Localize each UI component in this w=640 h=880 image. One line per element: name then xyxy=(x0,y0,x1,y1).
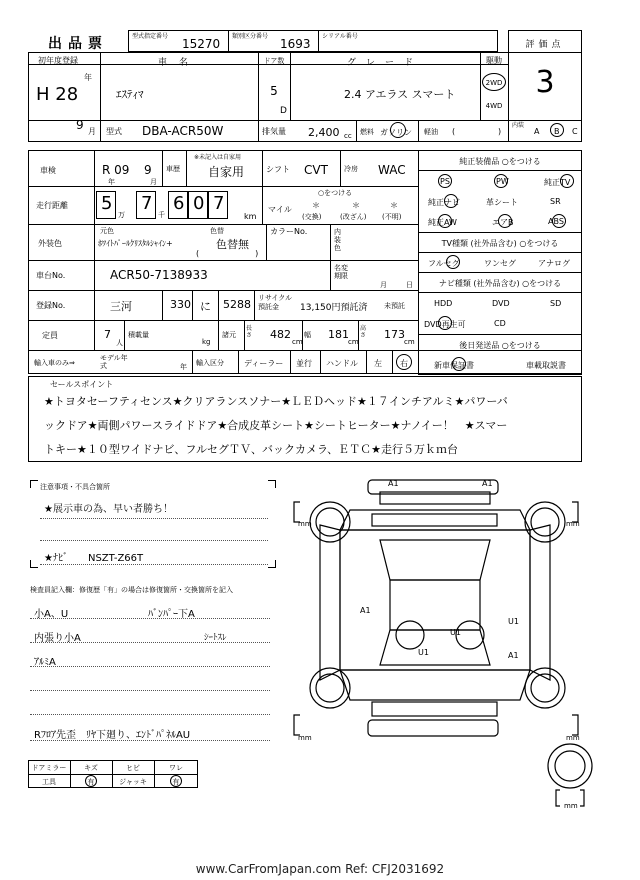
score-label: 評価点 xyxy=(525,40,565,50)
docs-warranty: 新車保証書 xyxy=(434,361,474,370)
ac-value: WAC xyxy=(378,163,406,177)
drive-label: 駆動 xyxy=(486,56,502,65)
note-line-3: ★ﾅﾋﾞ NSZT-Z66T xyxy=(44,553,144,564)
sales-line-1: ★トヨタセーフティセンス★クリアランスソナー★ＬＥＤヘッド★１７インチアルミ★パワーバ xyxy=(44,395,508,408)
nav-sd: SD xyxy=(550,299,562,308)
nav-dvd: DVD xyxy=(492,299,510,308)
class-label: 類別区分番号 xyxy=(232,33,269,40)
mileage-opt-mark-1: ＊ xyxy=(312,201,320,210)
diagram-label-2: A1 xyxy=(482,479,493,488)
displacement-label: 排気量 xyxy=(262,127,286,136)
name-change-month: 月 xyxy=(380,281,387,289)
equip-leather: 革シート xyxy=(486,198,518,207)
tv-analog: アナログ xyxy=(538,259,570,268)
tv-title: TV種類 (社外品含む) ○をつける xyxy=(441,239,559,248)
interior-grade-a: A xyxy=(534,127,540,136)
equip-tv: 純正TV xyxy=(544,178,571,187)
watermark: www.CarFromJapan.com Ref: CFJ2031692 xyxy=(195,862,445,876)
acc-header-2: キズ xyxy=(84,764,98,772)
shift-value: CVT xyxy=(304,163,328,177)
import-label: 輸入車のみ⇒ xyxy=(34,359,75,367)
docs-title: 後日発送品 ○をつける xyxy=(459,341,541,350)
equip-pw: PW xyxy=(496,177,509,186)
note-line-1: ★展示車の為、早い者勝ち！ xyxy=(44,504,173,515)
mileage-opt-3: (不明) xyxy=(382,213,402,221)
first-reg-label: 初年度登録 xyxy=(38,56,78,65)
tire-mm-5: mm xyxy=(564,802,578,810)
model-year-unit: 年 xyxy=(180,363,187,371)
name-change-label: 名変期限 xyxy=(334,264,348,280)
diagram-label-7: A1 xyxy=(508,651,519,660)
acc-header-1: ドアミラー xyxy=(31,764,67,772)
model-cert-label: 型式指定番号 xyxy=(132,33,169,40)
color-no-label: カラーNo. xyxy=(270,227,308,236)
capacity-label: 定員 xyxy=(42,331,58,340)
mileage-label: 走行距離 xyxy=(36,201,68,210)
chassis-value: ACR50-7138933 xyxy=(110,268,208,282)
plate-class: 330 xyxy=(170,298,191,311)
car-name-label: 車名 xyxy=(157,58,200,68)
parallel-label: 並行 xyxy=(296,359,312,368)
mileage-opt-mark-3: ＊ xyxy=(390,201,398,210)
use-label: 車歴 xyxy=(166,165,180,173)
nav-title: ナビ種類 (社外品含む) ○をつける xyxy=(438,279,562,288)
tv-oneseg: ワンセグ xyxy=(484,259,516,268)
color-original-label: 元色 xyxy=(100,227,114,235)
interior-label: 内装 xyxy=(512,122,525,129)
diagram-label-5: U1 xyxy=(508,617,519,626)
door-type: D xyxy=(280,106,287,116)
load-label: 積載量 xyxy=(128,331,149,339)
shift-label: シフト xyxy=(266,165,290,174)
inspector-line-3a: ｱﾙﾐA xyxy=(34,657,56,668)
capacity-unit: 人 xyxy=(116,339,123,347)
light-oil-label: 軽油 xyxy=(424,128,438,136)
sales-line-3: トキー★１０型ワイドナビ、フルセグＴＶ、バックカメラ、ＥＴＣ★走行５万ｋｍ台 xyxy=(44,443,458,456)
length-unit: cm xyxy=(292,338,303,346)
first-reg-month-unit: 月 xyxy=(88,127,96,136)
nav-hdd: HDD xyxy=(434,299,453,308)
mileage-unit: km xyxy=(244,212,257,221)
score-value: 3 xyxy=(535,65,555,100)
type-label: 型式 xyxy=(106,127,122,136)
equip-airbag: エアB xyxy=(492,218,514,227)
equip-sr: SR xyxy=(550,197,561,206)
first-reg-month: 9 xyxy=(76,118,84,132)
nav-cd: CD xyxy=(494,319,506,328)
name-change-day: 日 xyxy=(406,281,413,289)
tire-mm-1: mm xyxy=(298,520,312,528)
serial-label: シリアル番号 xyxy=(322,33,358,40)
mileage-digit-3: 6 xyxy=(173,193,185,214)
type-value: DBA-ACR50W xyxy=(142,124,224,138)
equip-nav: 純正ナビ xyxy=(428,198,460,207)
model-cert-value: 15270 xyxy=(182,37,221,51)
light-oil-bracket: ( xyxy=(452,127,456,136)
size-label: 諸元 xyxy=(222,331,236,339)
diagram-label-1: A1 xyxy=(388,479,399,488)
equip-abs: ABS xyxy=(548,217,564,226)
width-value: 181 xyxy=(328,328,349,341)
interior-grade-b: B xyxy=(554,127,560,136)
inspector-line-2a: 内張り小A xyxy=(34,633,81,644)
handle-right: 右 xyxy=(400,359,408,368)
mileage-digit-1: 5 xyxy=(101,193,113,214)
class-value: 1693 xyxy=(280,37,311,51)
mileage-opt-mark-2: ＊ xyxy=(352,201,360,210)
acc-header-4: ワレ xyxy=(169,764,183,772)
height-unit: cm xyxy=(404,338,415,346)
acc-tools-value: 有 xyxy=(87,778,95,786)
handle-left: 左 xyxy=(374,359,382,368)
tv-fullseg: フルセグ xyxy=(428,259,460,268)
mileage-digit-4: 0 xyxy=(193,193,205,214)
length-label: 長さ xyxy=(246,325,253,339)
inspector-line-1b: ﾊﾞﾝﾊﾟｰ下A xyxy=(148,609,195,620)
fuel-circle xyxy=(390,122,406,138)
tire-mm-2: mm xyxy=(566,520,580,528)
mileage-digit-2: 7 xyxy=(141,193,153,214)
acc-header-3: ヒビ xyxy=(126,764,140,772)
genuine-title: 純正装備品 ○をつける xyxy=(459,157,541,166)
inspector-line-1a: 小A、U xyxy=(34,609,69,620)
interior-grade-c: C xyxy=(572,127,578,136)
nav-dvd-play: DVD再生可 xyxy=(424,320,466,329)
mileage-check-label: ○をつける xyxy=(318,189,353,197)
inspector-title: 検査員記入欄：修復歴「有」の場合は修復箇所・交換箇所を記入 xyxy=(30,586,233,594)
import-class-label: 輸入区分 xyxy=(196,359,224,367)
sales-title: セールスポイント xyxy=(50,380,114,389)
color-current-value: 色替無 xyxy=(216,238,249,251)
diagram-label-4: U1 xyxy=(450,628,461,637)
color-label: 外装色 xyxy=(38,239,62,248)
inspection-year-unit: 年 xyxy=(108,178,115,186)
mileage-opt-1: (交換) xyxy=(302,213,322,221)
dealer-label: ディーラー xyxy=(244,359,284,368)
diagram-label-3: A1 xyxy=(360,606,371,615)
plate-area: 三河 xyxy=(110,300,132,313)
length-value: 482 xyxy=(270,328,291,341)
tire-mm-4: mm xyxy=(566,734,580,742)
doors-value: 5 xyxy=(270,84,278,98)
displacement-unit: cc xyxy=(344,132,352,140)
first-reg-year-unit: 年 xyxy=(84,73,92,82)
docs-manual: 車載取説書 xyxy=(526,361,566,370)
drive-4wd: 4WD xyxy=(485,102,503,110)
first-reg-era: H 28 xyxy=(36,84,79,105)
acc-jack-label: ジャッキ xyxy=(119,778,147,786)
acc-tools-label: 工具 xyxy=(42,778,56,786)
width-unit: cm xyxy=(348,338,359,346)
plate-kana: に xyxy=(200,300,211,313)
use-note: ※未記入は自家用 xyxy=(194,154,242,161)
ac-label: 冷房 xyxy=(344,165,358,173)
color-original-value: ﾎﾜｲﾄﾊﾟｰﾙｸﾘｽﾀﾙｼｬｲﾝ+ xyxy=(98,239,173,248)
recycle-label: リサイクル預託金 xyxy=(258,294,293,311)
displacement-value: 2,400 xyxy=(308,126,340,139)
interior-circle xyxy=(550,123,564,137)
acc-jack-value: 有 xyxy=(172,778,180,786)
sales-line-2: ックドア★両側パワースライドドア★合成皮革シート★シートヒーター★ナノイー！ ★スマー xyxy=(44,419,508,432)
model-year-label: モデル年式 xyxy=(100,354,128,370)
drive-2wd: 2WD xyxy=(485,79,503,87)
inspection-month-unit: 月 xyxy=(150,178,157,186)
handle-right-circle xyxy=(396,354,412,370)
mileage-type-label: マイル xyxy=(268,205,292,214)
inspector-line-6a: Rﾌﾛｱ先歪 ﾘﾔ下廻り、ｴﾝﾄﾞﾊﾟﾈﾙAU xyxy=(34,730,191,741)
chassis-label: 車台No. xyxy=(36,271,66,280)
tire-mm-3: mm xyxy=(298,734,312,742)
inspection-era: R 09 xyxy=(102,163,130,177)
width-label: 幅 xyxy=(304,331,311,339)
inspection-label: 車検 xyxy=(40,166,56,175)
recycle-unpaid: 未預託 xyxy=(384,302,405,310)
doors-label: ドア数 xyxy=(263,57,285,65)
plate-label: 登録No. xyxy=(36,301,66,310)
height-label: 高さ xyxy=(360,325,367,339)
document-title: 出品票 xyxy=(48,36,108,52)
drive-2wd-circle xyxy=(482,73,506,91)
fuel-value: ガソリン xyxy=(380,128,412,137)
equip-ps: PS xyxy=(440,177,450,186)
recycle-value: 13,150円預託済 xyxy=(300,303,368,313)
grade-label: グレード xyxy=(346,58,423,68)
grade-value: 2.4 アエラス スマート xyxy=(344,88,456,101)
equip-aw: 純正AW xyxy=(428,218,457,227)
inspection-month: 9 xyxy=(144,163,152,177)
car-name-value: ｴｽﾃｨﾏ xyxy=(116,88,144,101)
mileage-sen: 千 xyxy=(158,211,165,219)
color-current-label: 色替 xyxy=(210,227,224,235)
interior-color-label: 内装色 xyxy=(334,228,341,252)
color-paren: ( ) xyxy=(196,249,259,258)
fuel-label: 燃料 xyxy=(360,128,374,136)
notes-title: 注意事項・不具合箇所 xyxy=(40,483,110,491)
load-unit: kg xyxy=(202,338,211,346)
height-value: 173 xyxy=(384,328,405,341)
use-value: 自家用 xyxy=(208,165,245,179)
inspector-line-2b: ｼｰﾄｽﾚ xyxy=(204,633,227,643)
plate-number: 5288 xyxy=(223,298,251,311)
mileage-digit-5: 7 xyxy=(213,193,225,214)
handle-label: ハンドル xyxy=(326,359,358,368)
mileage-man: 万 xyxy=(118,211,125,219)
light-oil-bracket-close: ) xyxy=(498,127,502,136)
diagram-label-6: U1 xyxy=(418,648,429,657)
mileage-opt-2: (改ざん) xyxy=(340,213,367,221)
capacity-value: 7 xyxy=(104,328,111,341)
